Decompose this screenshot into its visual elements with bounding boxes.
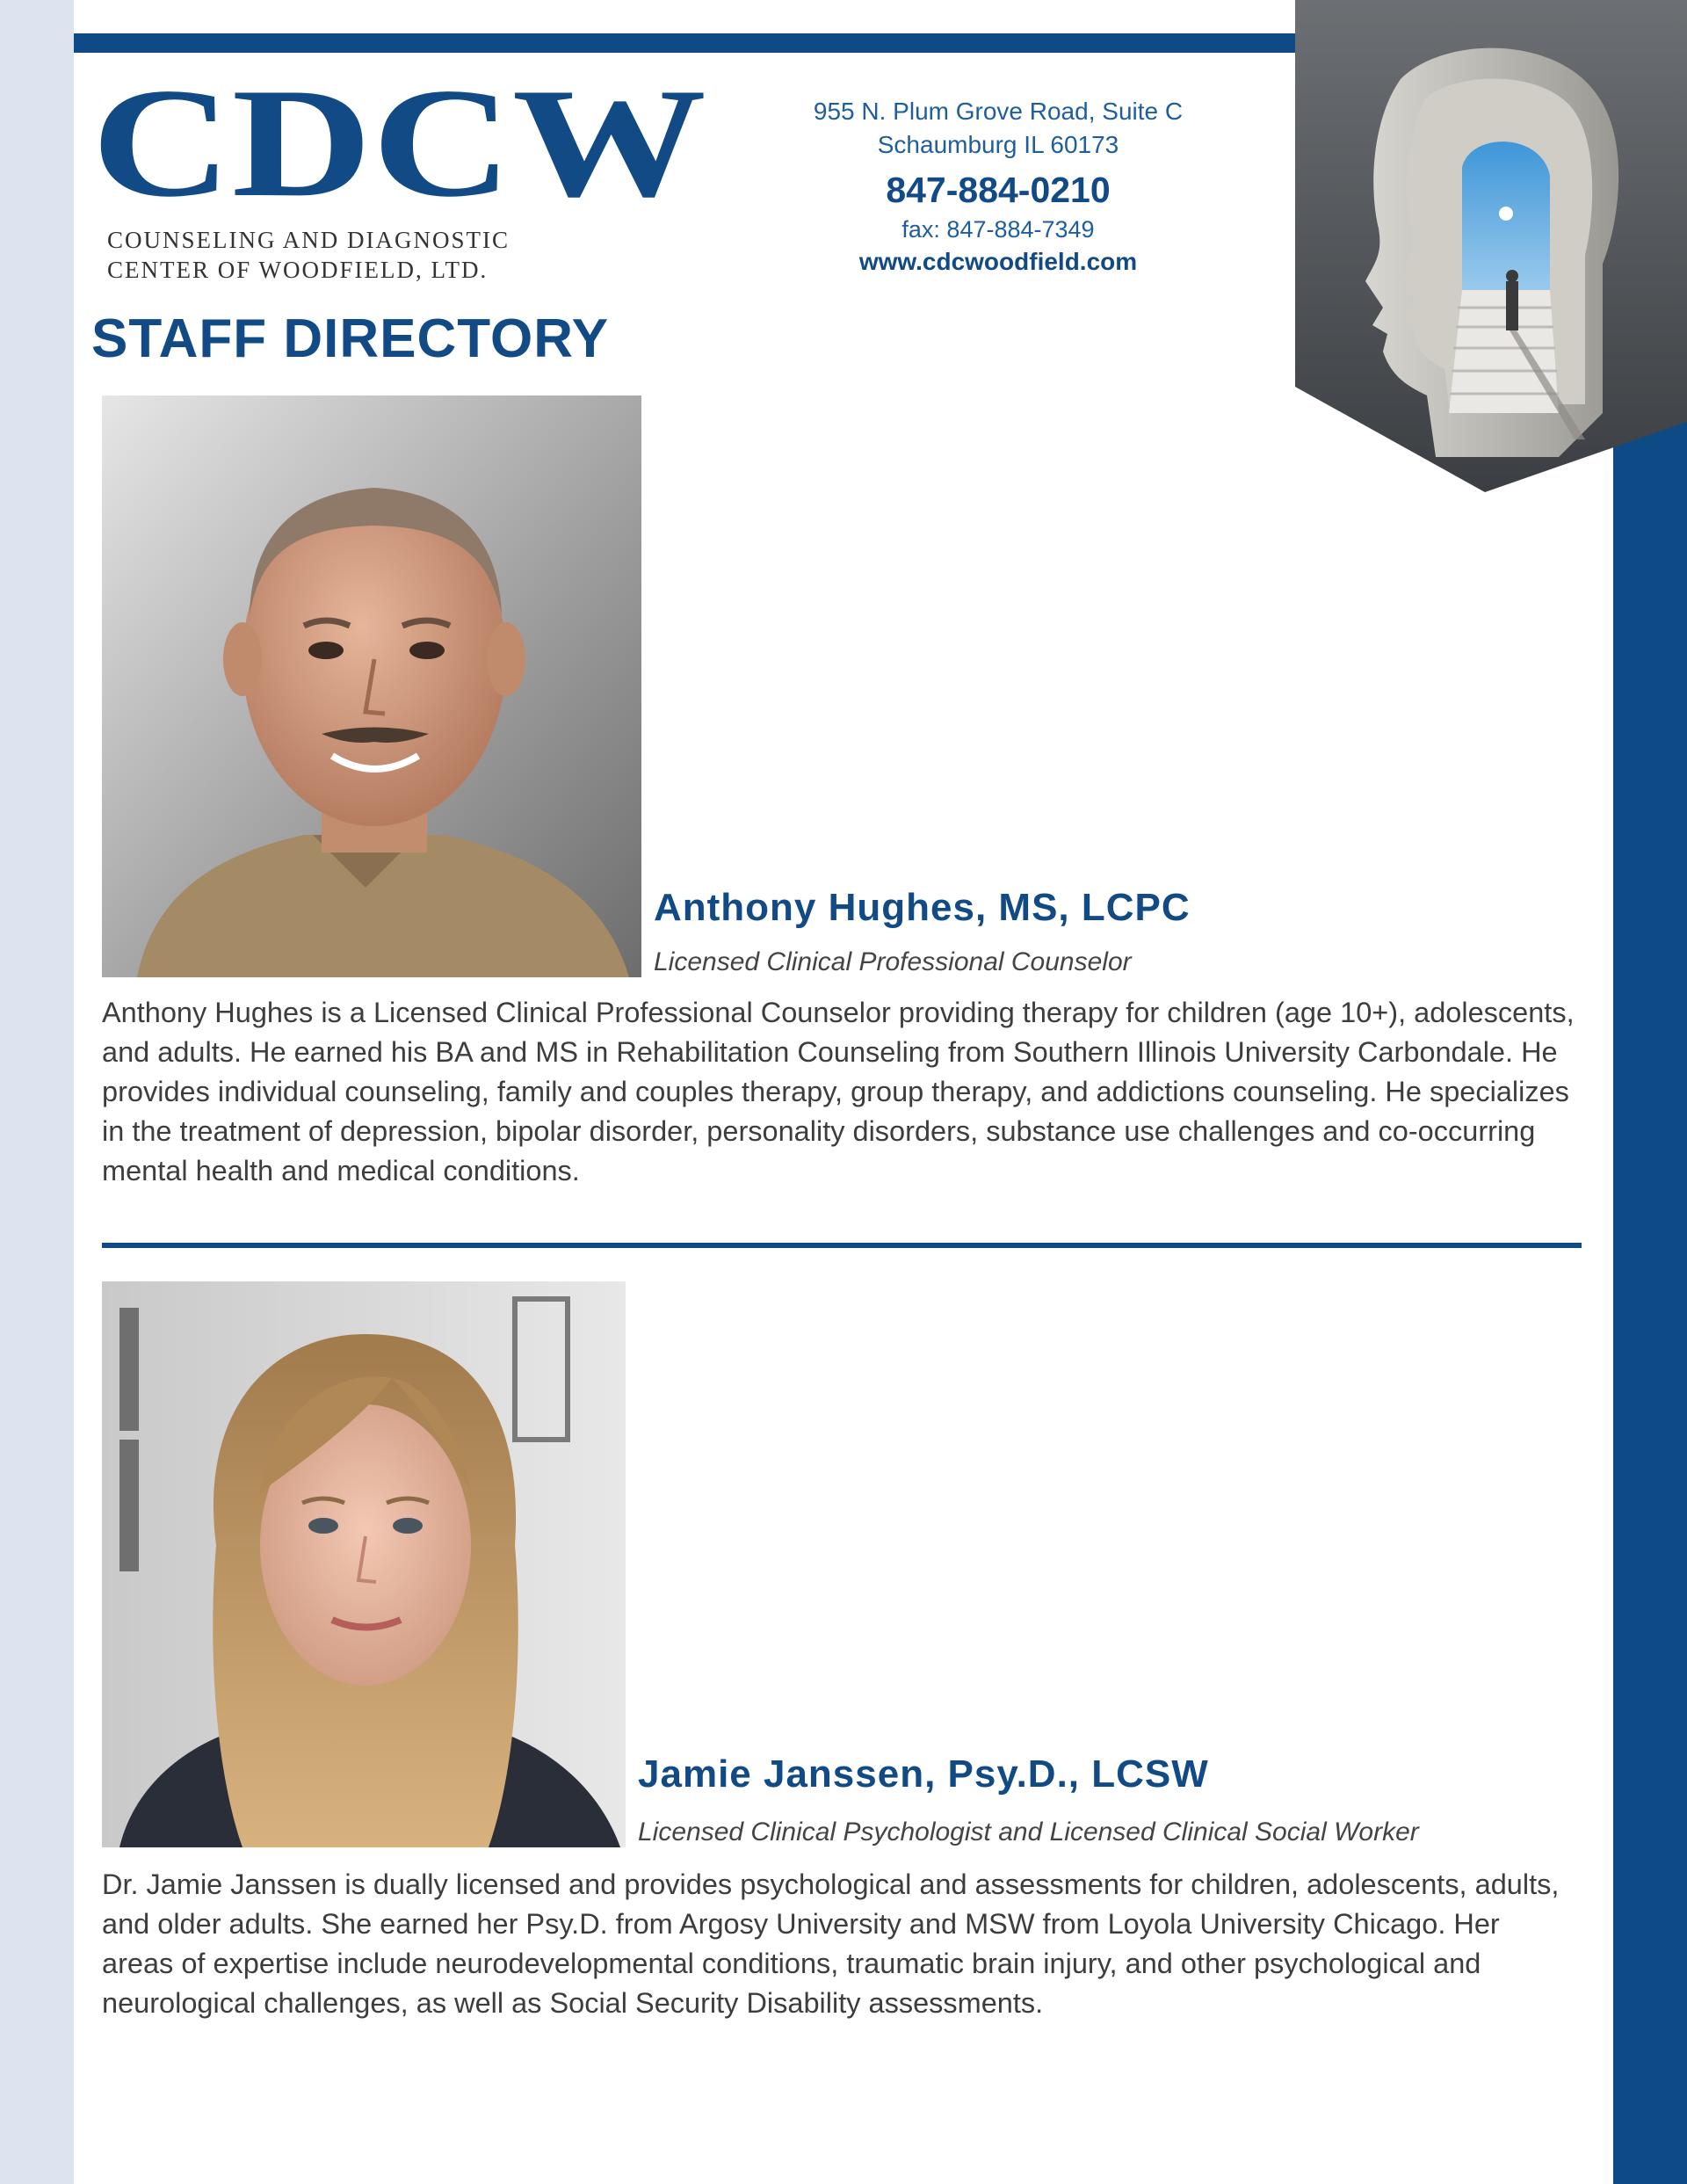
staff-bio: Dr. Jamie Janssen is dually licensed and provides psychological and assessments for children, adolescents, adults, and older adults. She earned her Psy.D. from Argosy University and MSW from Loyola University Chicago. Her areas of expertise include neurodevelopmental conditions, traumatic brain injury, and other psychological and neurological challenges, as well as Social Security Disability assessments.: [102, 1868, 1560, 2019]
logo-subtitle: [107, 225, 724, 285]
address-line1: 955 N. Plum Grove Road, Suite C: [813, 98, 1184, 125]
staff-role: Licensed Clinical Professional Counselor: [654, 947, 1132, 976]
contact-block: [752, 95, 1244, 279]
fax-number: fax: 847-884-7349: [901, 216, 1095, 243]
staff-photo-anthony-hughes: [102, 395, 641, 977]
staff-role: Licensed Clinical Psychologist and Licensed Clinical Social Worker: [638, 1818, 1419, 1847]
address-line2: Schaumburg IL 60173: [877, 131, 1119, 158]
staff-name: Anthony Hughes, MS, LCPC: [654, 886, 1191, 929]
page-title: STAFF DIRECTORY: [91, 308, 610, 369]
logo-text: CDCW: [91, 81, 706, 213]
staff-photo-jamie-janssen: [102, 1281, 626, 1847]
cdcw-logo: [91, 81, 724, 285]
right-accent-bar: [1613, 422, 1687, 2184]
head-doorway-illustration: [1295, 0, 1687, 492]
section-divider: [102, 1243, 1582, 1248]
top-accent-bar: [74, 33, 1295, 53]
left-side-strip: [0, 0, 74, 2184]
staff-bio: Anthony Hughes is a Licensed Clinical Professional Counselor providing therapy for children (age 10+), adolescents, and adults. He earned his BA and MS in Rehabilitation Counseling from Southern Illinois University Carbondale. He provides individual counseling, family and couples therapy, group therapy, and addictions counseling. He specializes in the treatment of depression, bipolar disorder, personality disorders, substance use challenges and co-occurring mental health and medical conditions.: [102, 997, 1575, 1186]
website-link[interactable]: www.cdcwoodfield.com: [858, 248, 1138, 275]
cdcw-wordmark: [91, 81, 712, 213]
staff-name: Jamie Janssen, Psy.D., LCSW: [638, 1752, 1209, 1796]
phone-number[interactable]: 847-884-0210: [886, 170, 1111, 210]
logo-subtitle-line1: COUNSELING AND DIAGNOSTIC: [107, 227, 510, 253]
logo-subtitle-line2: CENTER OF WOODFIELD, LTD.: [107, 257, 489, 283]
